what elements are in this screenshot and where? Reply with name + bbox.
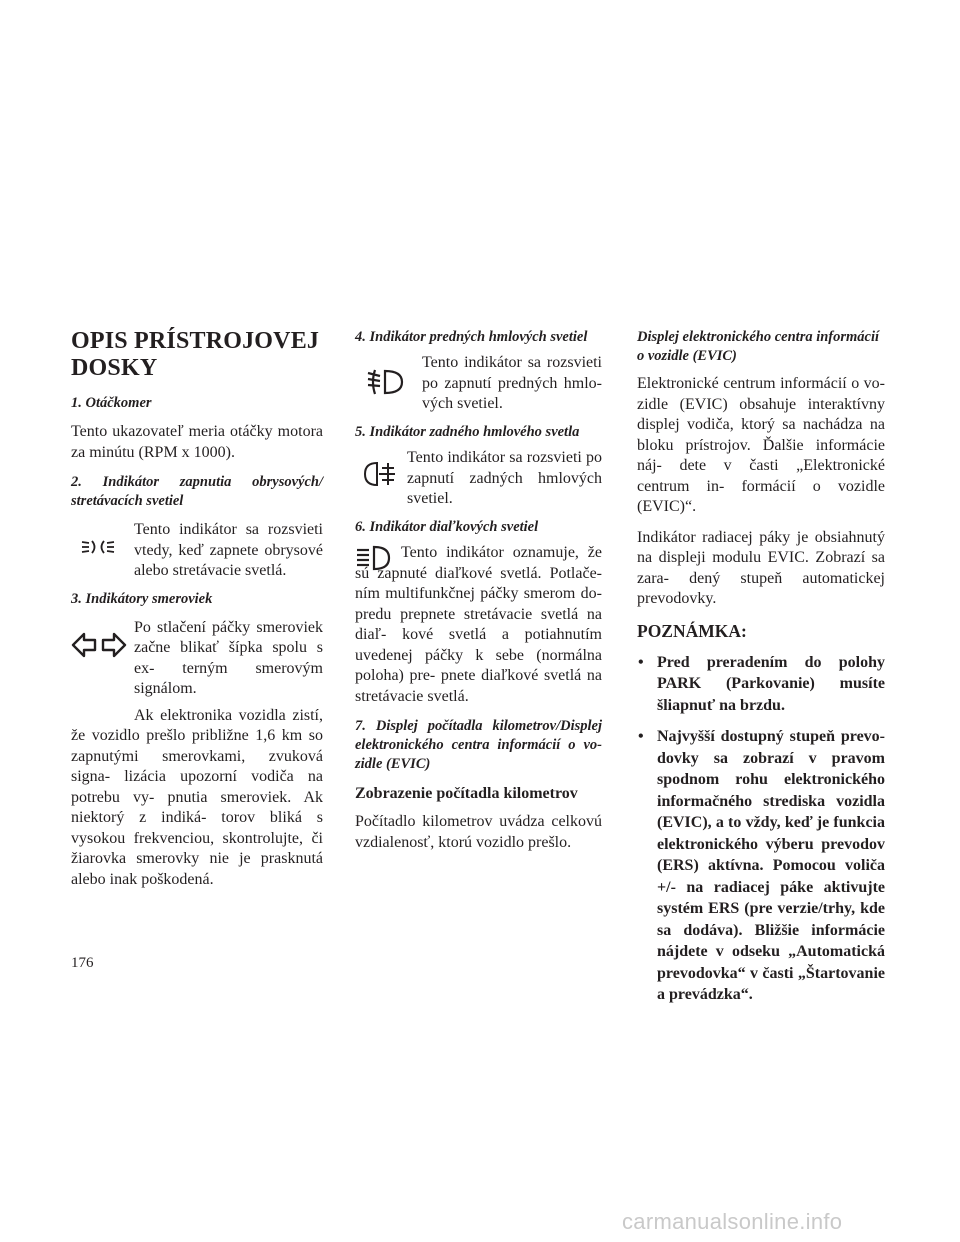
rear-fog-block xyxy=(355,448,602,510)
heading-front-fog: 4. Indikátor predných hmlových svetiel xyxy=(355,329,588,345)
text-evic-2: Indikátor radiacej páky je obsiahnutý na displeji modulu EVIC. Zobrazí sa zara- dený stupeň automatickej prevodovky. xyxy=(637,528,885,607)
parking-lights-block xyxy=(71,520,323,582)
front-fog-light-icon xyxy=(365,367,405,397)
heading-evic: Displej elektronického centra informácií o vozidle (EVIC) xyxy=(637,329,880,364)
subheading-odometer: Zobrazenie počítadla kilometrov xyxy=(355,785,578,802)
high-beam-icon xyxy=(355,545,391,571)
heading-odometer-evic: 7. Displej počítadla kilometrov/Displej elektronického centra informácií o vo- zidle (EVIC) xyxy=(355,718,602,772)
text-front-fog: Tento indikátor sa rozsvieti po zapnutí predných hmlo- vých svetiel. xyxy=(422,354,602,412)
high-beam-block xyxy=(355,543,602,707)
heading-rear-fog: 5. Indikátor zadného hmlového svetla xyxy=(355,424,580,440)
note-park-brake: Pred preradením do polohy PARK (Parkovanie) musíte šliapnuť na brzdu. xyxy=(657,653,885,714)
heading-parking-lights: 2. Indikátor zapnutia obrysových/ stretávacích svetiel xyxy=(71,474,323,509)
section-title: OPIS PRÍSTROJOVEJ DOSKY xyxy=(71,328,320,381)
text-turn-signals-warning: Ak elektronika vozidla zistí, že vozidlo prešlo približne 1,6 km so zapnutými smerovkami, zvuková signa- lizácia upozorní vodiča na potrebu vy- pnutia smeroviek. Ak niektorý z indiká- torov bliká s vysokou frekvenciou, skontrolujte, či žiarovka smerovky nie je prasknutá alebo inak poškodená. xyxy=(71,706,323,888)
column-1 xyxy=(71,328,323,900)
page-number: 176 xyxy=(71,955,94,971)
watermark: carmanualsonline.info xyxy=(622,1209,843,1234)
text-tachometer: Tento ukazovateľ meria otáčky motora za minútu (RPM x 1000). xyxy=(71,423,323,461)
note-list xyxy=(637,652,885,1006)
front-fog-block xyxy=(355,353,602,415)
text-rear-fog: Tento indikátor sa rozsvieti po zapnutí zadných hmlových svetiel. xyxy=(407,449,602,507)
text-evic-1: Elektronické centrum informácií o vo- zidle (EVIC) obsahuje interaktívny displej vodiča, ktorý sa nachádza na bloku prístrojov. Ďalšie informácie náj- dete v časti „Elektronické centrum in- formácií o vozidle (EVIC)“. xyxy=(637,375,885,515)
column-3 xyxy=(637,328,885,1016)
note-ers: Najvyšší dostupný stupeň prevo- dovky sa zobrazí v pravom spodnom rohu elektronického informačného strediska vozidla (EVIC), a to vždy, keď je funkcia elektronického výberu prevodov (ERS) aktívna. Pomocou voliča +/- na radiacej páke aktivujte systém ERS (pre verzie/trhy, kde sa dodáva). Bližšie informácie nájdete v odseku „Automatická prevodovka“ v časti „Štartovanie a prevádzka“. xyxy=(657,728,885,1003)
text-high-beam: Tento indikátor oznamuje, že sú zapnuté diaľkové svetlá. Potlače- ním multifunkčnej páčky smerom do- predu prepnete stretávacie svetlá na diaľ- kové svetlá a potiahnutím uvedenej páčky k sebe (normálna poloha) pre- pnete diaľkové svetlá na stretávacie svetlá. xyxy=(355,544,602,705)
list-item xyxy=(637,652,885,717)
bullet: • xyxy=(638,728,644,745)
note-heading: POZNÁMKA: xyxy=(637,620,747,641)
text-turn-signals: Po stlačení páčky smeroviek začne blikať šípka spolu s ex- terným smerovým signálom. xyxy=(134,618,323,697)
parking-lights-icon xyxy=(81,536,115,558)
heading-high-beam: 6. Indikátor diaľkových svetiel xyxy=(355,519,539,535)
list-item xyxy=(637,726,885,1006)
bullet: • xyxy=(638,653,644,671)
text-odometer: Počítadlo kilometrov uvádza celkovú vzdialenosť, ktorú vozidlo prešlo. xyxy=(355,813,602,851)
column-2 xyxy=(355,328,602,863)
turn-signals-block xyxy=(71,618,323,700)
heading-turn-signals: 3. Indikátory smeroviek xyxy=(71,590,213,607)
rear-fog-light-icon xyxy=(363,460,397,488)
turn-signal-arrows-icon xyxy=(71,630,127,660)
heading-tachometer: 1. Otáčkomer xyxy=(71,395,152,411)
text-parking-lights: Tento indikátor sa rozsvieti vtedy, keď zapnete obrysové alebo stretávacie svetlá. xyxy=(134,521,323,579)
